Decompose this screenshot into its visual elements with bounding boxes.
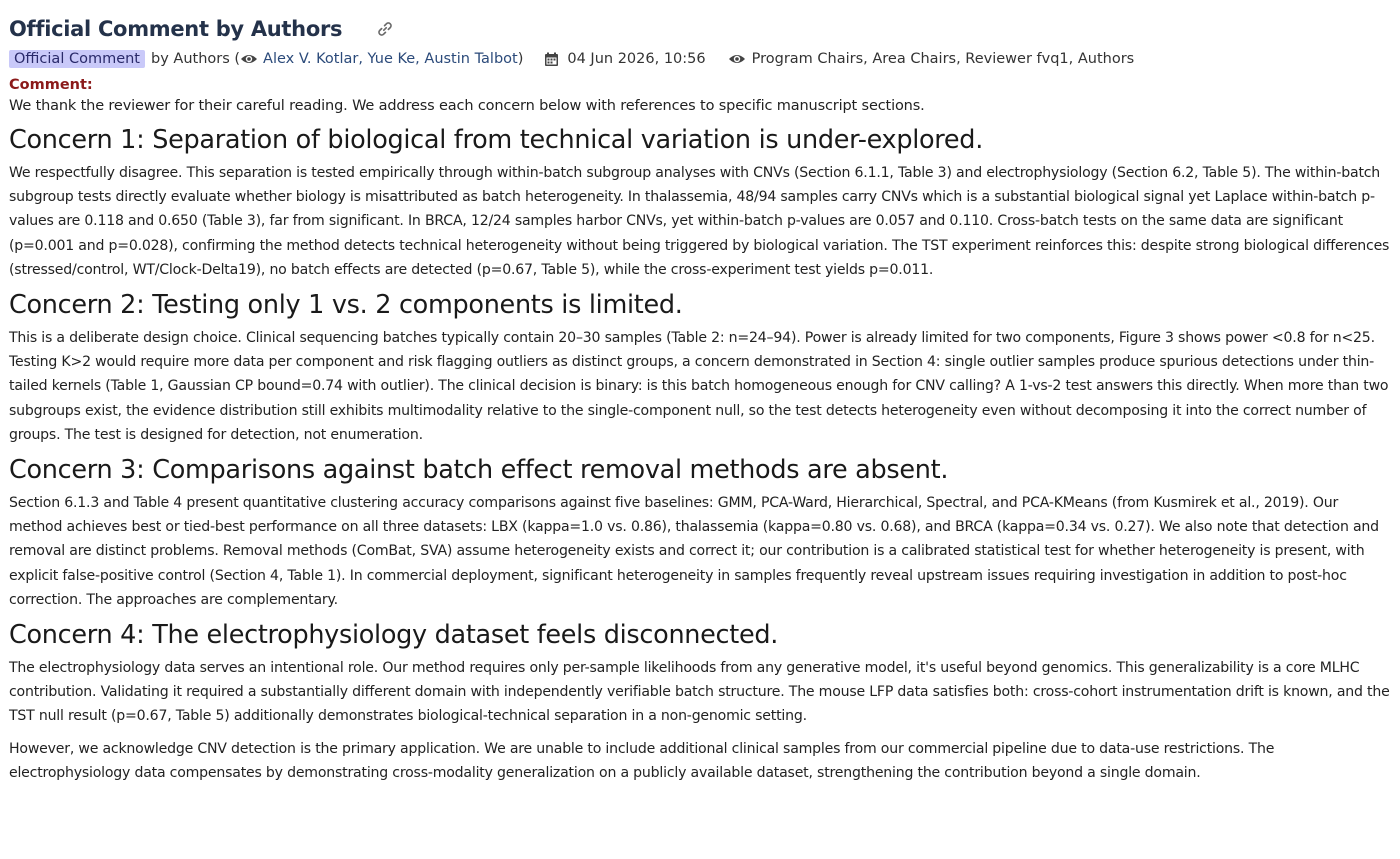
date-text: 04 Jun 2026, 10:56: [567, 51, 706, 67]
readers-text: Program Chairs, Area Chairs, Reviewer fvq1, Authors: [751, 51, 1135, 67]
calendar-icon: [544, 52, 559, 67]
authors-link[interactable]: Alex V. Kotlar, Yue Ke, Austin Talbot: [263, 51, 518, 67]
note-title: Official Comment by Authors: [9, 17, 343, 41]
concern-2-section: [9, 289, 1390, 447]
concern-2-paragraph: This is a deliberate design choice. Clinical sequencing batches typically contain 20–30 samples (Table 2: n=24–94). Power is already limited for two components, Figure 3 shows power <0.8 for n<25. Testing K>2 would require more data per component and risk flagging outliers as distinct groups, a concern demonstrated in Section 4: single outlier samples produce spurious detections under thin-tailed kernels (Table 1, Gaussian CP bound=0.74 with outlier). The clinical decision is binary: is this batch homogeneous enough for CNV calling? A 1-vs-2 test answers this directly. When more than two subgroups exist, the evidence distribution still exhibits multimodality relative to the single-component null, so the test detects heterogeneity even without decomposing it into the correct number of groups. The test is designed for detection, not enumeration.: [9, 330, 1389, 443]
note-meta: [9, 46, 1390, 72]
concern-3-section: [9, 454, 1390, 612]
concern-4-heading: Concern 4: The electrophysiology dataset feels disconnected.: [9, 620, 779, 651]
concern-3-paragraph: Section 6.1.3 and Table 4 present quantitative clustering accuracy comparisons against five baselines: GMM, PCA-Ward, Hierarchical, Spectral, and PCA-KMeans (from Kusmirek et al., 2019). Our method achieves best or tied-best performance on all three datasets: LBX (kappa=1.0 vs. 0.86), thalassemia (kappa=0.80 vs. 0.68), and BRCA (kappa=0.34 vs. 0.27). We also note that detection and removal are distinct problems. Removal methods (ComBat, SVA) assume heterogeneity exists and correct it; our contribution is a calibrated statistical test for whether heterogeneity is present, with explicit false-positive control (Section 4, Table 1). In commercial deployment, significant heterogeneity in samples frequently reveal upstream issues requiring investigation in addition to post-hoc correction. The approaches are complementary.: [9, 495, 1379, 608]
signatures-prefix: by Authors (: [151, 51, 241, 67]
comment-field-label: Comment:: [9, 77, 93, 93]
note-readers: [728, 51, 1135, 67]
eye-icon: [728, 52, 746, 66]
signatures: [151, 51, 523, 67]
concern-1-heading: Concern 1: Separation of biological from technical variation is under-explored.: [9, 125, 984, 155]
link-icon[interactable]: [376, 20, 394, 38]
invitation-badge[interactable]: Official Comment: [9, 50, 145, 68]
concern-4-section: [9, 619, 1390, 785]
concern-2-heading: Concern 2: Testing only 1 vs. 2 components is limited.: [9, 290, 683, 321]
concern-4-paragraph-2: However, we acknowledge CNV detection is the primary application. We are unable to include additional clinical samples from our commercial pipeline due to data-use restrictions. The electrophysiology data compensates by demonstrating cross-modality generalization on a publicly available dataset, strengthening the contribution beyond a single domain.: [9, 740, 1275, 781]
concern-3-heading: Concern 3: Comparisons against batch effect removal methods are absent.: [9, 455, 949, 486]
signatures-suffix: ): [517, 51, 524, 67]
note-date: [544, 51, 705, 67]
concern-1-section: [9, 124, 1390, 282]
comment-intro: We thank the reviewer for their careful reading. We address each concern below with references to specific manuscript sections.: [9, 98, 925, 114]
concern-1-paragraph: We respectfully disagree. This separation is tested empirically through within-batch subgroup analyses with CNVs (Section 6.1.1, Table 3) and electrophysiology (Section 6.2, Table 5). The within-batch subgroup tests directly evaluate whether biology is misattributed as batch heterogeneity. In thalassemia, 48/94 samples carry CNVs which is a substantial biological signal yet Laplace within-batch p-values are 0.118 and 0.650 (Table 3), far from significant. In BRCA, 12/24 samples harbor CNVs, yet within-batch p-values are 0.057 and 0.110. Cross-batch tests on the same data are significant (p=0.001 and p=0.028), confirming the method detects technical heterogeneity without being triggered by biological variation. The TST experiment reinforces this: despite strong biological differences (stressed/control, WT/Clock-Delta19), no batch effects are detected (p=0.67, Table 5), while the cross-experiment test yields p=0.011.: [9, 165, 1390, 278]
concern-4-paragraph-1: The electrophysiology data serves an intentional role. Our method requires only per-sample likelihoods from any generative model, it's useful beyond genomics. This generalizability is a core MLHC contribution. Validating it required a substantially different domain with independently verifiable batch structure. The mouse LFP data satisfies both: cross-cohort instrumentation drift is known, and the TST null result (p=0.67, Table 5) additionally demonstrates biological-technical separation in a non-genomic setting.: [9, 660, 1390, 725]
eye-icon: [240, 52, 258, 66]
note-title-row: [9, 14, 1390, 44]
